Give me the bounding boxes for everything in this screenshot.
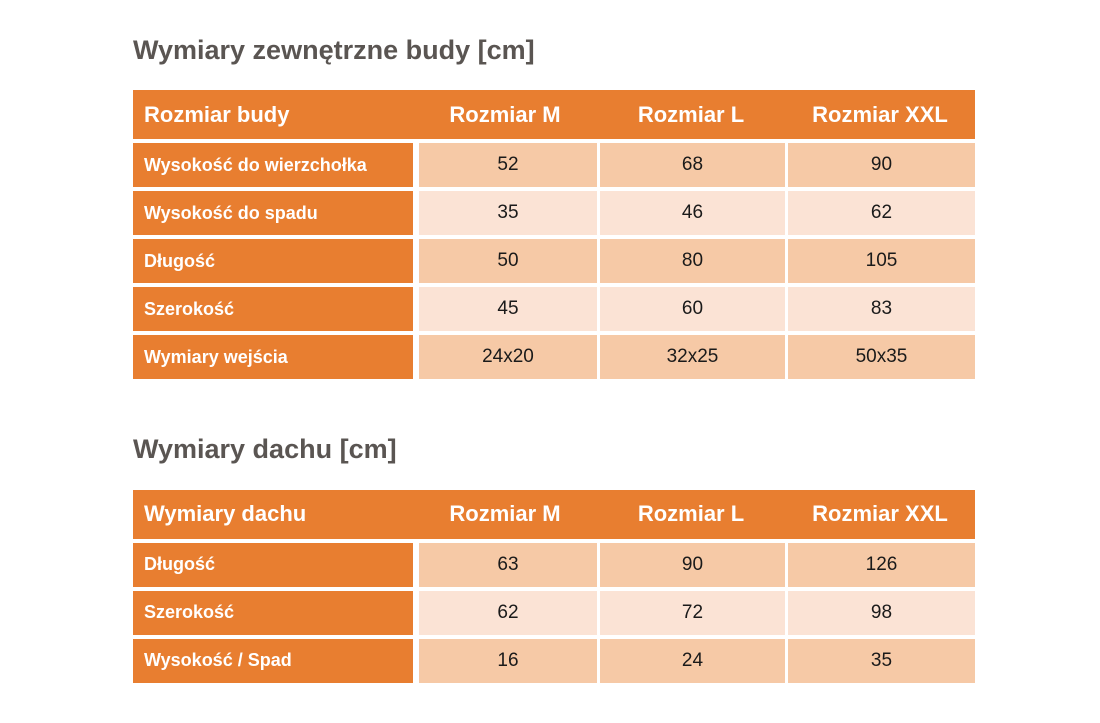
- row-label-cell: Wysokość do spadu: [133, 187, 413, 235]
- header-cell-size-m: Rozmiar M: [413, 90, 597, 139]
- row-label-cell: Wysokość / Spad: [133, 635, 413, 683]
- value-cell: 98: [785, 587, 975, 635]
- outer-dimensions-table: [133, 90, 975, 379]
- section-roof-dimensions: [133, 433, 1100, 682]
- value-cell: 45: [413, 283, 597, 331]
- value-cell: 35: [785, 635, 975, 683]
- row-label-cell: Szerokość: [133, 283, 413, 331]
- table-header-row: [133, 490, 975, 539]
- table-row-length: [133, 235, 975, 283]
- value-cell: 46: [597, 187, 785, 235]
- header-cell-roof-label: Wymiary dachu: [133, 490, 413, 539]
- value-cell: 80: [597, 235, 785, 283]
- section-outer-dimensions: [133, 34, 1100, 379]
- value-cell: 52: [413, 139, 597, 187]
- header-cell-size-xxl: Rozmiar XXL: [785, 90, 975, 139]
- value-cell: 126: [785, 539, 975, 587]
- value-cell: 60: [597, 283, 785, 331]
- roof-dimensions-table: [133, 490, 975, 683]
- section-title-outer-dimensions: Wymiary zewnętrzne budy [cm]: [133, 35, 535, 65]
- row-label-cell: Długość: [133, 539, 413, 587]
- value-cell: 68: [597, 139, 785, 187]
- header-cell-size-m: Rozmiar M: [413, 490, 597, 539]
- row-label-cell: Długość: [133, 235, 413, 283]
- value-cell: 62: [413, 587, 597, 635]
- header-cell-size-xxl: Rozmiar XXL: [785, 490, 975, 539]
- value-cell: 35: [413, 187, 597, 235]
- table-row-entrance-dimensions: [133, 331, 975, 379]
- table-row-height-to-eaves: [133, 187, 975, 235]
- value-cell: 72: [597, 587, 785, 635]
- value-cell: 90: [597, 539, 785, 587]
- header-cell-size-l: Rozmiar L: [597, 90, 785, 139]
- table-row-roof-height-slope: [133, 635, 975, 683]
- value-cell: 24: [597, 635, 785, 683]
- value-cell: 16: [413, 635, 597, 683]
- row-label-cell: Wysokość do wierzchołka: [133, 139, 413, 187]
- header-cell-size-l: Rozmiar L: [597, 490, 785, 539]
- value-cell: 90: [785, 139, 975, 187]
- value-cell: 63: [413, 539, 597, 587]
- table-row-height-to-peak: [133, 139, 975, 187]
- value-cell: 50x35: [785, 331, 975, 379]
- row-label-cell: Wymiary wejścia: [133, 331, 413, 379]
- header-cell-size-label: Rozmiar budy: [133, 90, 413, 139]
- table-row-roof-length: [133, 539, 975, 587]
- value-cell: 32x25: [597, 331, 785, 379]
- value-cell: 24x20: [413, 331, 597, 379]
- value-cell: 83: [785, 283, 975, 331]
- section-title-roof-dimensions: Wymiary dachu [cm]: [133, 434, 397, 465]
- value-cell: 62: [785, 187, 975, 235]
- table-row-width: [133, 283, 975, 331]
- table-header-row: [133, 90, 975, 139]
- row-label-cell: Szerokość: [133, 587, 413, 635]
- table-row-roof-width: [133, 587, 975, 635]
- value-cell: 105: [785, 235, 975, 283]
- value-cell: 50: [413, 235, 597, 283]
